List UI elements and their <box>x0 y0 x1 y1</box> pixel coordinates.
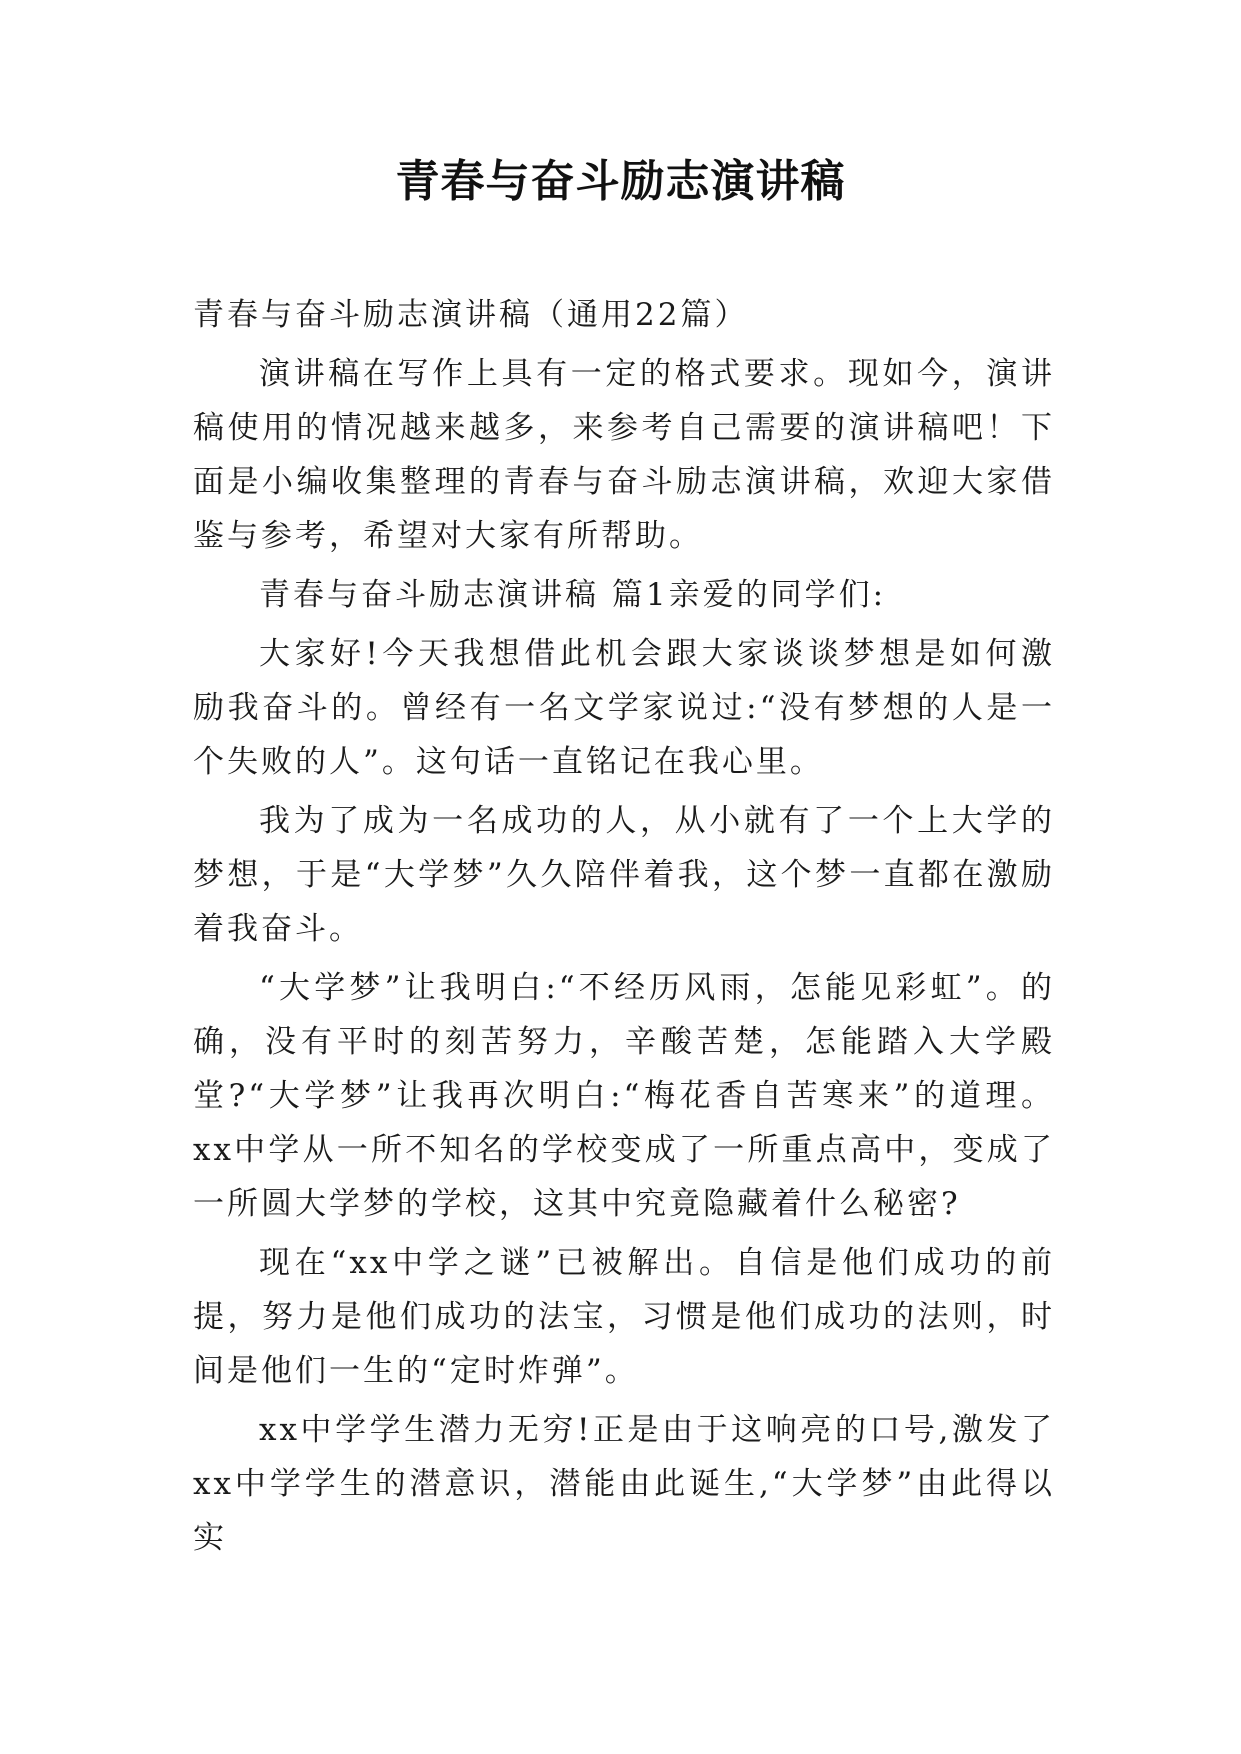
section-heading-paragraph: 青春与奋斗励志演讲稿 篇1亲爱的同学们: <box>259 577 887 613</box>
body-paragraph: 现在“xx中学之谜”已被解出。自信是他们成功的前提，努力是他们成功的法宝，习惯是他们成功的法则，时间是他们一生的“定时炸弹”。 <box>193 1245 1055 1389</box>
body-paragraph: 大家好!今天我想借此机会跟大家谈谈梦想是如何激励我奋斗的。曾经有一名文学家说过:“没有梦想的人是一个失败的人”。这句话一直铭记在我心里。 <box>193 636 1055 780</box>
document-title: 青春与奋斗励志演讲稿 <box>395 156 846 207</box>
document-subtitle: 青春与奋斗励志演讲稿（通用22篇） <box>193 297 749 333</box>
body-paragraph: “大学梦”让我明白:“不经历风雨，怎能见彩虹”。的确，没有平时的刻苦努力，辛酸苦楚，怎能踏入大学殿堂?“大学梦”让我再次明白:“梅花香自苦寒来”的道理。xx中学从一所不知名的学校变成了一所重点高中，变成了一所圆大学梦的学校，这其中究竟隐藏着什么秘密? <box>193 970 1055 1222</box>
body-paragraph: 我为了成为一名成功的人，从小就有了一个上大学的梦想，于是“大学梦”久久陪伴着我，这个梦一直都在激励着我奋斗。 <box>193 803 1055 947</box>
body-paragraph: xx中学学生潜力无穷!正是由于这响亮的口号,激发了xx中学学生的潜意识，潜能由此诞生,“大学梦”由此得以实 <box>193 1412 1055 1556</box>
document-body <box>193 288 1055 1570</box>
intro-paragraph: 演讲稿在写作上具有一定的格式要求。现如今，演讲稿使用的情况越来越多，来参考自己需要的演讲稿吧！下面是小编收集整理的青春与奋斗励志演讲稿，欢迎大家借鉴与参考，希望对大家有所帮助。 <box>193 356 1055 554</box>
